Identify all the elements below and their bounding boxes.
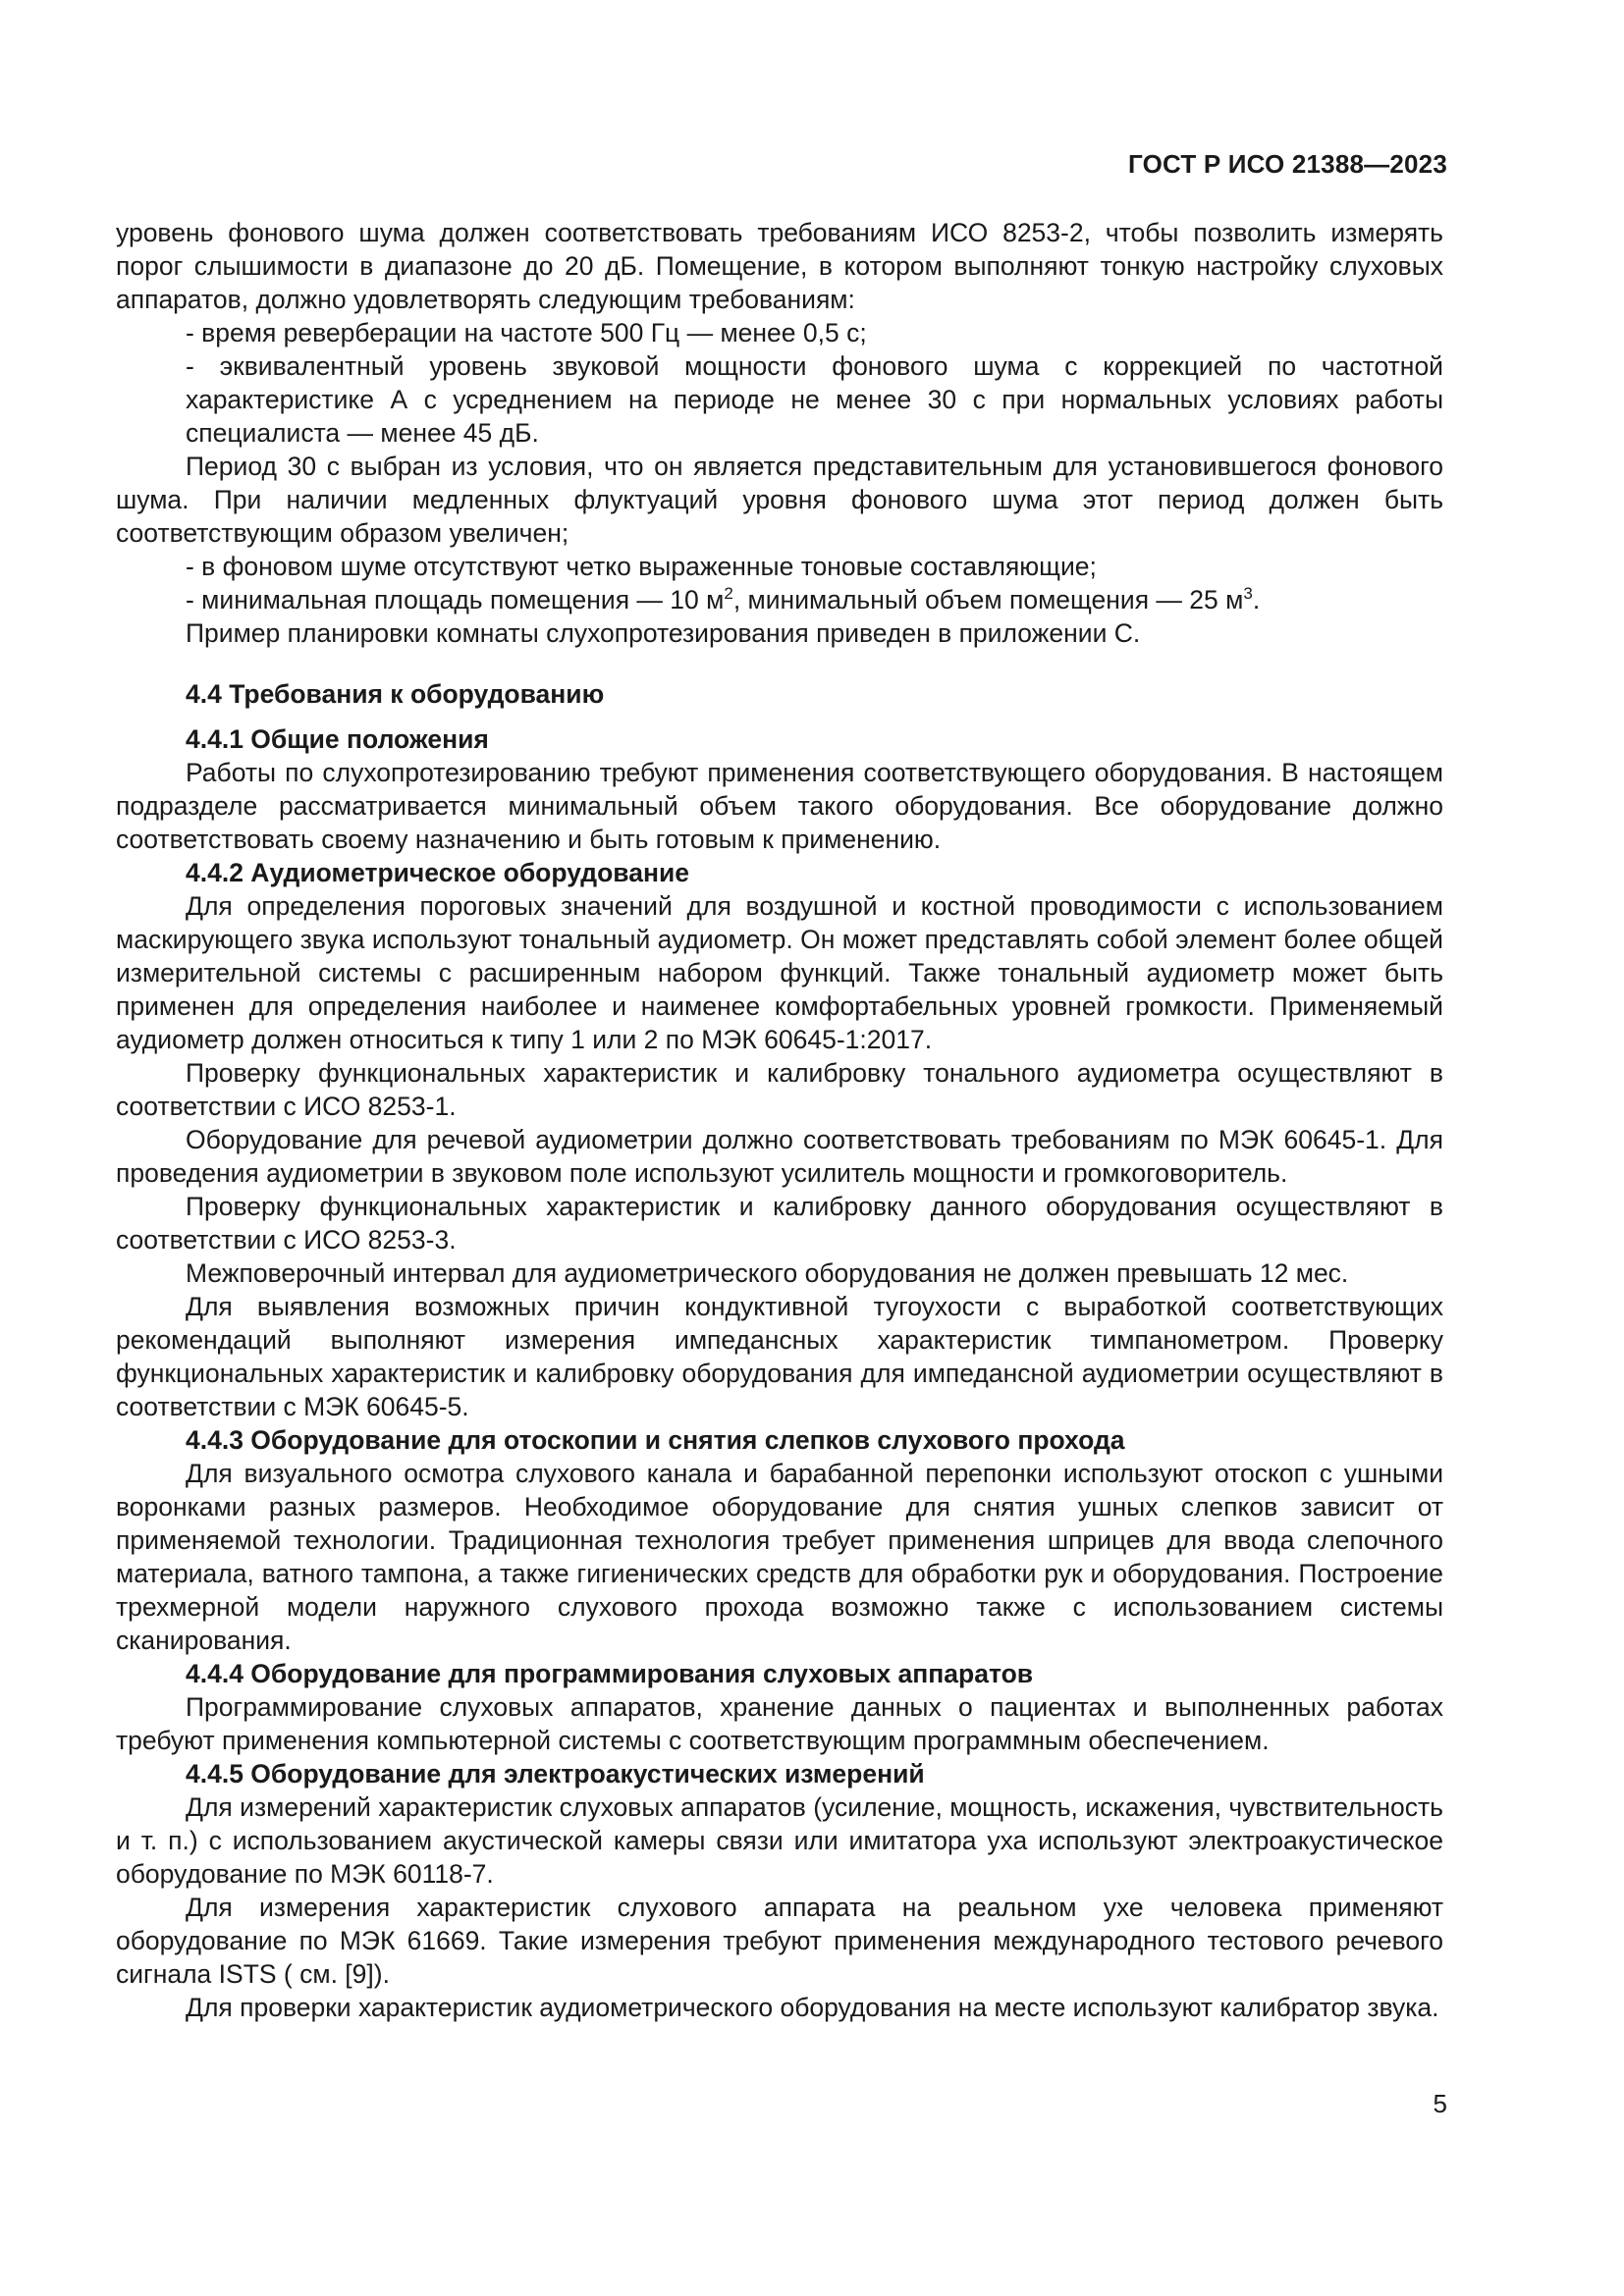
section-heading-4-4: 4.4 Требования к оборудованию: [186, 679, 605, 709]
subsection-heading-4-4-5: 4.4.5 Оборудование для электроакустических измерений: [186, 1759, 925, 1789]
document-header: ГОСТ Р ИСО 21388—2023: [1127, 149, 1447, 179]
paragraph-4-4-4: Программирование слуховых аппаратов, хранение данных о пациентах и выполненных работах требуют применения компьютерной системы с соответствующим программным обеспечением.: [116, 1692, 1443, 1755]
subsection-heading-4-4-4: 4.4.4 Оборудование для программирования слуховых аппаратов: [186, 1659, 1034, 1688]
paragraph-4-4-2-4: Проверку функциональных характеристик и калибровку данного оборудования осуществляют в соответствии с ИСО 8253-3.: [116, 1192, 1443, 1255]
paragraph-4-4-5-1: Для измерений характеристик слуховых аппаратов (усиление, мощность, искажения, чувствительность и т. п.) с использованием акустической камеры связи или имитатора уха используют электроакустическое оборудование по МЭК 60118-7.: [116, 1792, 1443, 1889]
page-number: 5: [1433, 2089, 1447, 2118]
paragraph-4-4-1: Работы по слухопротезированию требуют применения соответствующего оборудования. В настоящем подразделе рассматривается минимальный объем такого оборудования. Все оборудование должно соответствовать своему назначению и быть готовым к применению.: [116, 758, 1443, 854]
item-4-text-b: , минимальный объем помещения — 25 м: [732, 585, 1244, 614]
requirement-item-4: [186, 583, 1443, 616]
subsection-heading-4-4-3: 4.4.3 Оборудование для отоскопии и снятия слепков слухового прохода: [186, 1425, 1125, 1455]
superscript-2: 2: [724, 584, 733, 604]
subsection-heading-4-4-1: 4.4.1 Общие положения: [186, 724, 489, 754]
intro-paragraph-3: Пример планировки комнаты слухопротезирования приведен в приложении С.: [186, 618, 1141, 648]
paragraph-4-4-2-2: Проверку функциональных характеристик и калибровку тонального аудиометра осуществляют в соответствии с ИСО 8253-1.: [116, 1058, 1443, 1121]
paragraph-4-4-2-6: Для выявления возможных причин кондуктивной тугоухости с выработкой соответствующих рекомендаций выполняют измерения импедансных характеристик тимпанометром. Проверку функциональных характеристик и калибровку оборудования для импедансной аудиометрии осуществляют в соответствии с МЭК 60645-5.: [116, 1292, 1443, 1421]
requirement-item-3: - в фоновом шуме отсутствуют четко выраженные тоновые составляющие;: [186, 552, 1097, 581]
paragraph-4-4-3: Для визуального осмотра слухового канала и барабанной перепонки используют отоскоп с ушными воронками разных размеров. Необходимое оборудование для снятия ушных слепков зависит от применяемой технологии. Традиционная технология требует применения шприцев для ввода слепочного материала, ватного тампона, а также гигиенических средств для обработки рук и оборудования. Построение трехмерной модели наружного слухового прохода возможно также с использованием системы сканирования.: [116, 1459, 1443, 1655]
paragraph-4-4-2-3: Оборудование для речевой аудиометрии должно соответствовать требованиям по МЭК 60645-1. Для проведения аудиометрии в звуковом поле используют усилитель мощности и громкоговоритель.: [116, 1125, 1443, 1188]
requirement-item-1: - время реверберации на частоте 500 Гц — менее 0,5 с;: [186, 318, 867, 347]
intro-paragraph-2: Период 30 с выбран из условия, что он является представительным для установившегося фонового шума. При наличии медленных флуктуаций уровня фонового шума этот период должен быть соответствующим образом увеличен;: [116, 452, 1443, 548]
intro-paragraph-1: уровень фонового шума должен соответствовать требованиям ИСО 8253-2, чтобы позволить измерять порог слышимости в диапазоне до 20 дБ. Помещение, в котором выполняют тонкую настройку слуховых аппаратов, должно удовлетворять следующим требованиям:: [116, 218, 1443, 314]
subsection-heading-4-4-2: 4.4.2 Аудиометрическое оборудование: [186, 858, 690, 887]
superscript-3: 3: [1243, 584, 1253, 604]
requirement-item-2: - эквивалентный уровень звуковой мощности фонового шума с коррекцией по частотной характеристике А с усреднением на периоде не менее 30 с при нормальных условиях работы специалиста — менее 45 дБ.: [186, 351, 1443, 448]
item-4-text-a: - минимальная площадь помещения — 10 м: [186, 585, 725, 614]
paragraph-4-4-2-1: Для определения пороговых значений для воздушной и костной проводимости с использованием маскирующего звука используют тональный аудиометр. Он может представлять собой элемент более общей измерительной системы с расширенным набором функций. Также тональный аудиометр может быть применен для определения наиболее и наименее комфортабельных уровней громкости. Применяемый аудиометр должен относиться к типу 1 или 2 по МЭК 60645-1:2017.: [116, 891, 1443, 1054]
page-body: [116, 216, 1443, 2024]
paragraph-4-4-2-5: Межповерочный интервал для аудиометрического оборудования не должен превышать 12 мес.: [186, 1258, 1349, 1288]
item-4-text-c: .: [1252, 585, 1261, 614]
paragraph-4-4-5-2: Для измерения характеристик слухового аппарата на реальном ухе человека применяют оборудование по МЭК 61669. Такие измерения требуют применения международного тестового речевого сигнала ISTS ( см. [9]).: [116, 1893, 1443, 1989]
paragraph-4-4-5-3: Для проверки характеристик аудиометрического оборудования на месте используют калибратор звука.: [186, 1993, 1439, 2022]
